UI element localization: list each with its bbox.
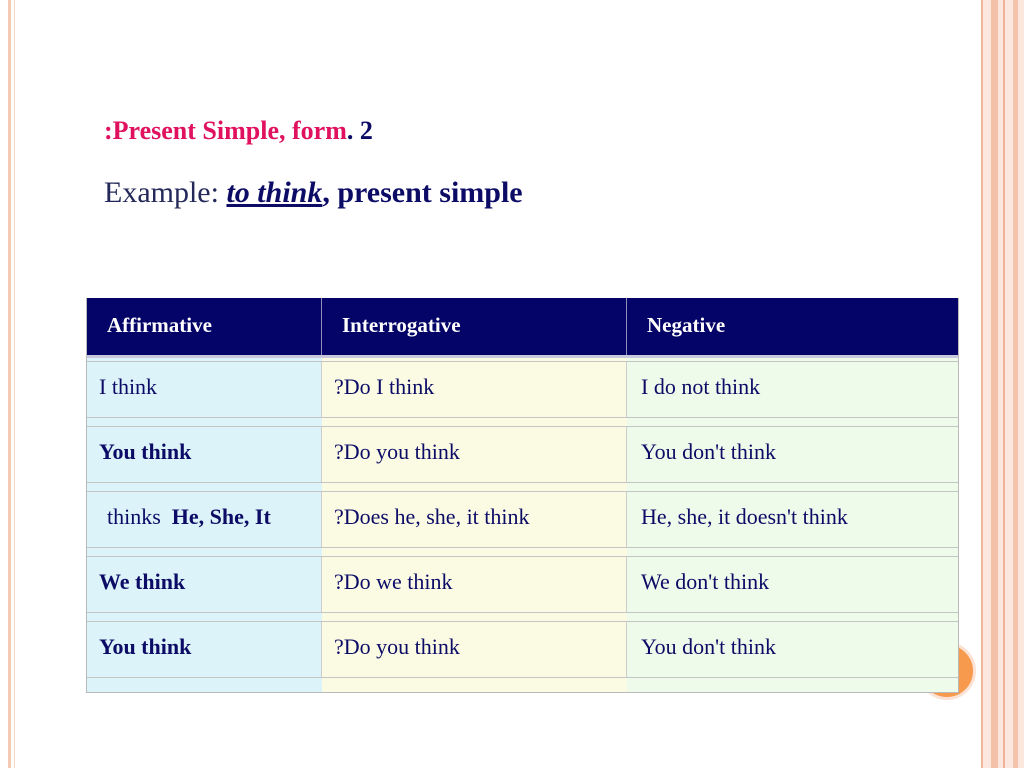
cell-interrogative: ?Do I think	[322, 362, 627, 417]
cell-negative: You don't think	[641, 634, 776, 659]
header-affirmative: Affirmative	[87, 298, 322, 355]
slide-title	[104, 116, 373, 146]
cell-affirmative	[87, 492, 322, 547]
example-verb: to think	[226, 176, 323, 209]
cell-interrogative: ?Does he, she, it think	[322, 492, 627, 547]
cell-negative: He, she, it doesn't think	[641, 504, 848, 529]
cell-negative: I do not think	[641, 374, 761, 399]
affirmative-pronouns: He, She, It	[171, 504, 271, 529]
header-negative: Negative	[647, 313, 726, 337]
cell-negative: We don't think	[641, 569, 770, 594]
cell-interrogative: ?Do we think	[322, 557, 627, 612]
right-border-line	[1003, 0, 1005, 768]
table-row	[87, 556, 958, 613]
left-border-line	[8, 0, 11, 768]
affirmative-verb: thinks	[107, 504, 161, 529]
left-border-line-thin	[14, 0, 15, 768]
cell-negative: You don't think	[641, 439, 776, 464]
cell-interrogative: ?Do you think	[322, 427, 627, 482]
cell-affirmative: We think	[87, 557, 322, 612]
cell-affirmative: You think	[87, 427, 322, 482]
example-label: Example:	[104, 176, 227, 209]
cell-affirmative: You think	[87, 622, 322, 677]
example-line	[104, 176, 523, 210]
right-border-line	[981, 0, 983, 768]
table-header	[87, 298, 958, 358]
cell-affirmative: I think	[87, 362, 322, 417]
cell-interrogative: ?Do you think	[322, 622, 627, 677]
table-row	[87, 491, 958, 548]
title-number: . 2	[346, 116, 373, 145]
table-row	[87, 361, 958, 418]
table-row	[87, 621, 958, 678]
header-interrogative: Interrogative	[322, 298, 627, 355]
conjugation-table	[86, 298, 959, 693]
right-border-line	[991, 0, 998, 768]
right-border-line	[1013, 0, 1018, 768]
example-rest: , present simple	[322, 176, 523, 209]
table-row	[87, 426, 958, 483]
title-text: :Present Simple, form	[104, 116, 347, 145]
